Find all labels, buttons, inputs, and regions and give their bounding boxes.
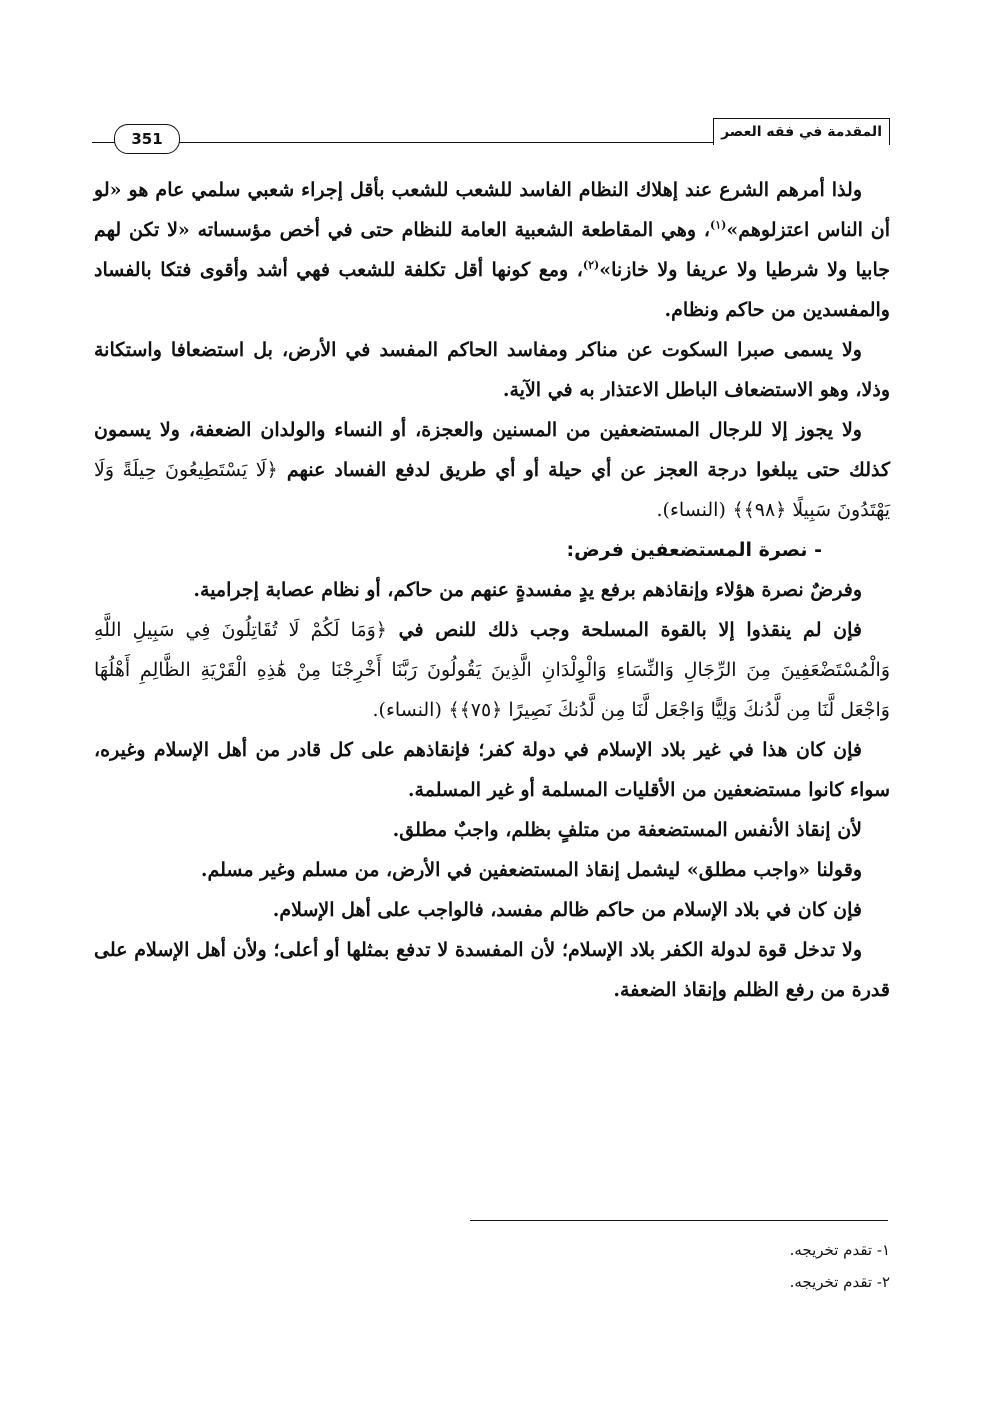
footnotes [470,1234,890,1298]
paragraph-1-text-b: ، وهي المقاطعة الشعبية العامة للنظام حتى في أخص مؤسساته «لا تكن لهم جابيا ولا شرطيا ولا عريفا ولا خازنا» [94,219,890,281]
footnote-1: ١- تقدم تخريجه. [789,1241,890,1259]
footnote-rule [470,1220,888,1221]
verse-source-2: (النساء). [372,699,442,721]
paragraph-1-text-c: ، ومع كونها أقل تكلفة للشعب فهي أشد وأقوى فتكا بالفساد والمفسدين من حاكم ونظام. [94,259,890,321]
footnote-2: ٢- تقدم تخريجه. [789,1273,890,1291]
paragraph-3-text: ولا يجوز إلا للرجال المستضعفين من المسنين والعجزة، أو النساء والولدان الضعفة، ولا يسمون كذلك حتى يبلغوا درجة العجز عن أي حيلة أو أي طريق لدفع الفساد عنهم [94,419,890,481]
section-heading: - نصرة المستضعفين فرض: [566,539,822,561]
footnote-ref-2[interactable]: (٢) [582,258,600,272]
paragraph-5-text: فإن لم ينقذوا إلا بالقوة المسلحة وجب ذلك للنص في [398,619,862,641]
page-header [92,112,890,152]
paragraph-6: فإن كان هذا في غير بلاد الإسلام في دولة كفر؛ فإنقاذهم على كل قادر من أهل الإسلام وغيره، سواء كانوا مستضعفين من الأقليات المسلمة أو غير المسلمة. [94,739,890,801]
verse-source-1: (النساء). [656,499,726,521]
paragraph-1 [94,170,890,330]
book-title: المقدمة في فقه العصر [713,118,890,145]
page-number: 351 [114,124,180,154]
paragraph-4: وفرضٌ نصرة هؤلاء وإنقاذهم برفع يدٍ مفسدةٍ عنهم من حاكم، أو نظام عصابة إجرامية. [193,579,862,601]
paragraph-8: وقولنا «واجب مطلق» ليشمل إنقاذ المستضعفين في الأرض، من مسلم وغير مسلم. [200,859,862,881]
quran-verse-1: ﴿لَا يَسْتَطِيعُونَ حِيلَةً وَلَا يَهْتَدُونَ سَبِيلًا ﴿٩٨﴾﴾ [94,459,890,521]
paragraph-9: فإن كان في بلاد الإسلام من حاكم ظالم مفسد، فالواجب على أهل الإسلام. [272,899,862,921]
main-text [94,170,890,1010]
paragraph-10: ولا تدخل قوة لدولة الكفر بلاد الإسلام؛ لأن المفسدة لا تدفع بمثلها أو أعلى؛ ولأن أهل الإسلام على قدرة من رفع الظلم وإنقاذ الضعفة. [94,939,890,1001]
footnote-ref-1[interactable]: (١) [709,218,727,232]
paragraph-7: لأن إنقاذ الأنفس المستضعفة من متلفٍ بظلم، واجبٌ مطلق. [392,819,862,841]
paragraph-5 [94,610,890,730]
quran-verse-2: ﴿وَمَا لَكُمْ لَا تُقَاتِلُونَ فِي سَبِيلِ اللَّهِ وَالْمُسْتَضْعَفِينَ مِنَ الرِّجَالِ وَالنِّسَاءِ وَالْوِلْدَانِ الَّذِينَ يَقُولُونَ رَبَّنَا أَخْرِجْنَا مِنْ هَٰذِهِ الْقَرْيَةِ الظَّالِمِ أَهْلُهَا وَاجْعَل لَّنَا مِن لَّدُنكَ وَلِيًّا وَاجْعَل لَّنَا مِن لَّدُنكَ نَصِيرًا ﴿٧٥﴾﴾ [94,619,890,721]
paragraph-3 [94,410,890,530]
paragraph-2: ولا يسمى صبرا السكوت عن مناكر ومفاسد الحاكم المفسد في الأرض، بل استضعافا واستكانة وذلا، وهو الاستضعاف الباطل الاعتذار به في الآية. [94,339,890,401]
paragraph-1-text: ولذا أمرهم الشرع عند إهلاك النظام الفاسد للشعب للشعب بأقل إجراء شعبي سلمي عام هو «لو أن الناس اعتزلوهم» [94,179,890,241]
